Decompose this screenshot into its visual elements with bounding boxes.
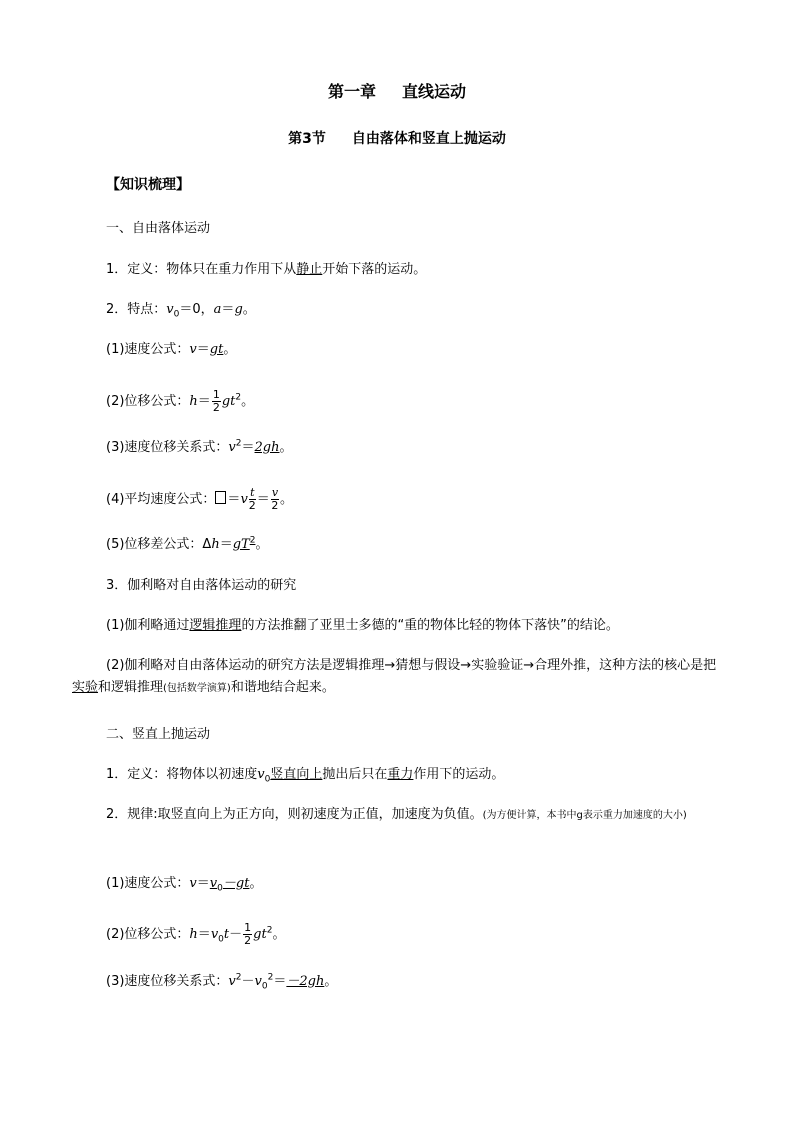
underlined-answer: $v_0-gt$	[209, 876, 250, 894]
average-velocity-symbol-icon	[215, 491, 226, 504]
part1-velocity-formula: (1)速度公式：v＝gt。	[106, 342, 237, 357]
underlined-answer: 竖直向上	[270, 767, 323, 782]
galileo-title: 3．伽利略对自由落体运动的研究	[106, 578, 297, 593]
part2-title: 二、竖直上抛运动	[106, 727, 211, 742]
part2-rule: 2．规律:取竖直向上为正方向，则初速度为正值，加速度为负值。(为方便计算，本书中g表示重力加速度的大小)	[106, 807, 687, 822]
underlined-answer: gT	[232, 537, 250, 552]
part1-title: 一、自由落体运动	[106, 221, 211, 236]
part1-velocity-displacement: (3)速度位移关系式：$v^2=2gh$。	[106, 438, 293, 455]
section-title	[0, 130, 794, 148]
underlined-answer: －2gh	[286, 974, 325, 989]
underlined-answer: 逻辑推理	[189, 618, 242, 633]
part1-definition: 1．定义：物体只在重力作用下从静止开始下落的运动。	[106, 262, 427, 277]
underlined-answer: 重力	[387, 767, 414, 782]
section-number: 第3节	[288, 131, 326, 147]
part2-velocity-formula: (1)速度公式：$v=v_0-gt$。	[106, 876, 263, 894]
knowledge-heading: 【知识梳理】	[106, 177, 190, 193]
fraction: $\frac{1}{2}$	[244, 921, 252, 947]
fraction: $\frac{1}{2}$	[212, 388, 220, 414]
galileo-point-2: (2)伽利略对自由落体运动的研究方法是逻辑推理→猜想与假设→实验验证→合理外推，这种方法的核心是把实验和逻辑推理(包括数学演算)和谐地结合起来。	[72, 658, 717, 695]
underlined-answer: gt	[209, 342, 224, 357]
part2-velocity-displacement: (3)速度位移关系式：$v^2-v_0^2=-2gh$。	[106, 972, 338, 992]
chapter-title	[0, 82, 794, 102]
underlined-answer: 实验	[72, 680, 99, 695]
part1-displacement-difference: (5)位移差公式：$\Delta h=gT^2$。	[106, 535, 269, 552]
underlined-answer: 静止	[296, 262, 323, 277]
part1-features: 2．特点：$v_0=0$，a＝g。	[106, 302, 256, 320]
galileo-point-1: (1)伽利略通过逻辑推理的方法推翻了亚里士多德的“重的物体比轻的物体下落快”的结论。	[106, 618, 619, 633]
part1-average-velocity: (4)平均速度公式： ＝v $\frac{t}{2}$ ＝ $\frac{v}{2}$ 。	[106, 486, 294, 512]
part2-definition: 1．定义：将物体以初速度$v_0$竖直向上抛出后只在重力作用下的运动。	[106, 767, 505, 785]
fraction: $\frac{t}{2}$	[248, 486, 256, 512]
chapter-name: 直线运动	[402, 82, 467, 101]
section-name: 自由落体和竖直上抛运动	[351, 131, 506, 147]
underlined-answer: 2gh	[254, 440, 280, 455]
part2-displacement-formula: (2)位移公式：$h=v_0t-$ $\frac{1}{2}$ $gt^2$。	[106, 921, 286, 947]
part1-displacement-formula: (2)位移公式：h＝ $\frac{1}{2}$ $gt^2$。	[106, 388, 255, 414]
chapter-number: 第一章	[327, 82, 376, 101]
fraction: $\frac{v}{2}$	[271, 486, 279, 512]
